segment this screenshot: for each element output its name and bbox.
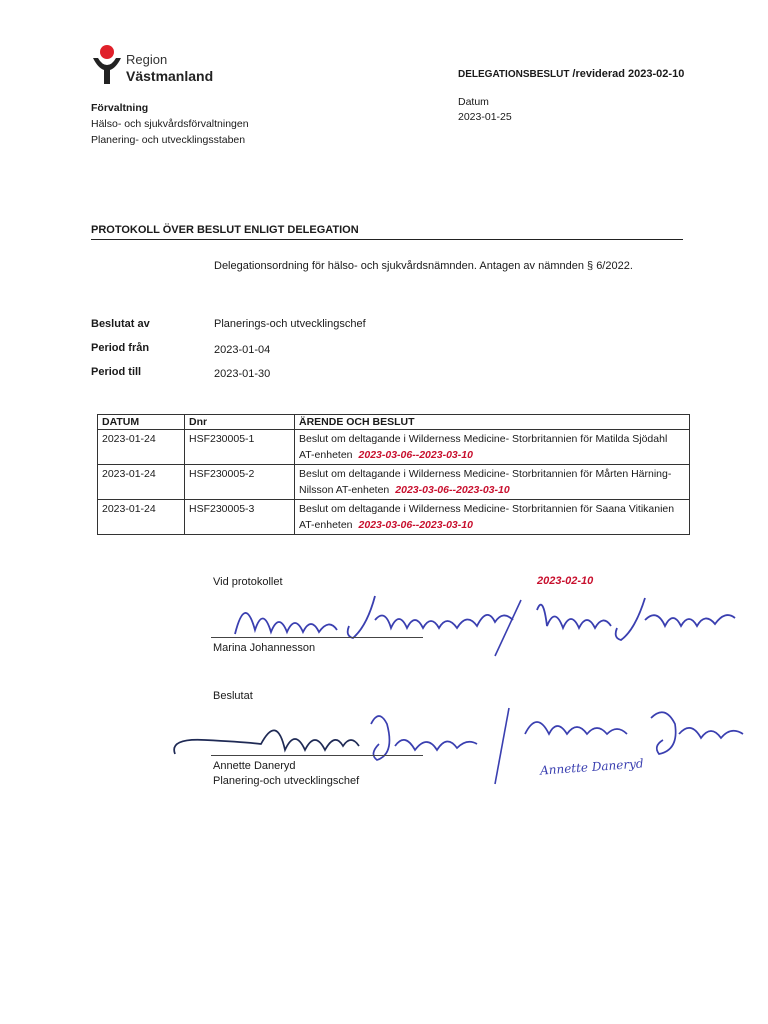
revision-note: /reviderad 2023-02-10 [572,68,685,80]
protocol-name: Marina Johannesson [213,642,316,654]
decision-title: Planering-och utvecklingschef [213,775,360,787]
org-line-2: Planering- och utvecklingsstaben [91,134,246,146]
case-text: Beslut om deltagande i Wilderness Medicine- Storbritannien för Matilda Sjödahl AT-enheten [299,433,668,461]
period-from-label: Period från [91,342,150,354]
case-text: Beslut om deltagande i Wilderness Medicine- Storbritannien för Saana Vitikanien AT-enheten [299,503,675,531]
date-block [458,95,512,125]
cell-date: 2023-01-24 [98,465,185,500]
case-date-note: 2023-03-06--2023-03-10 [358,519,473,531]
org-label: Förvaltning [91,102,149,114]
table-row [98,430,690,465]
column-header-dnr: Dnr [185,415,295,430]
cell-case [295,500,690,535]
cell-dnr: HSF230005-3 [185,500,295,535]
case-date-note: 2023-03-06--2023-03-10 [358,449,473,461]
case-text: Beslut om deltagande i Wilderness Medicine- Storbritannien för Mårten Härning-Nilsson AT-enheten [299,468,672,496]
cell-dnr: HSF230005-1 [185,430,295,465]
cell-case [295,465,690,500]
table-header-row [98,415,690,430]
column-header-case: ÄRENDE OCH BESLUT [295,415,690,430]
signature-marina-johannesson [225,586,755,666]
revision-date-annotation: 2023-02-10 [537,575,594,587]
logo-text-region: Region [126,52,168,67]
period-to-value: 2023-01-30 [214,368,271,380]
decisions-table [97,414,690,535]
period-from-value: 2023-01-04 [214,344,271,356]
handwritten-name-annotation: Annette Daneryd [539,756,644,778]
table-row [98,465,690,500]
cell-date: 2023-01-24 [98,430,185,465]
date-value: 2023-01-25 [458,111,512,123]
organization-block [91,100,249,148]
column-header-date: DATUM [98,415,185,430]
document-title: DELEGATIONSBESLUT [458,69,570,80]
date-label: Datum [458,96,489,108]
decision-name: Annette Daneryd [213,760,296,772]
decided-by-label: Beslutat av [91,318,150,330]
logo-text-vastmanland: Västmanland [126,68,214,84]
section-title: PROTOKOLL ÖVER BESLUT ENLIGT DELEGATION [91,224,683,240]
intro-text: Delegationsordning för hälso- och sjukvårdsnämnden. Antagen av nämnden § 6/2022. [214,260,633,272]
cell-case [295,430,690,465]
period-to-label: Period till [91,366,142,378]
cell-date: 2023-01-24 [98,500,185,535]
org-line-1: Hälso- och sjukvårdsförvaltningen [91,118,249,130]
signature-line-decision [211,755,423,756]
cell-dnr: HSF230005-2 [185,465,295,500]
signature-line-protocol [211,637,423,638]
protocol-label: Vid protokollet [213,576,283,588]
decision-label: Beslutat [213,690,253,702]
document-header [458,68,684,80]
table-row [98,500,690,535]
decided-by-value: Planerings-och utvecklingschef [214,318,366,330]
case-date-note: 2023-03-06--2023-03-10 [395,484,510,496]
